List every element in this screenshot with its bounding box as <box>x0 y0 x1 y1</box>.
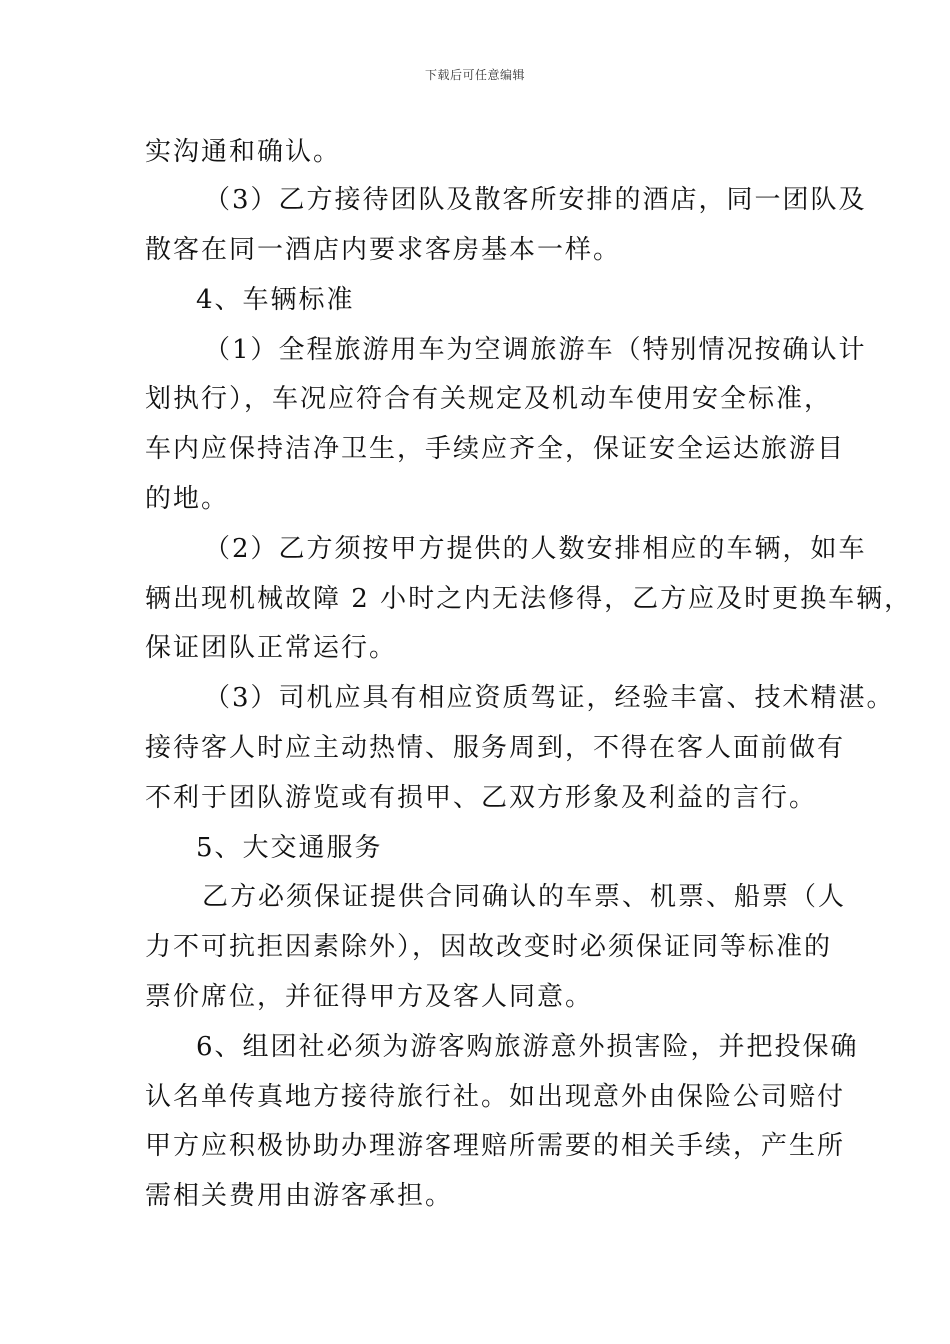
text-line: 散客在同一酒店内要求客房基本一样。 <box>145 235 622 265</box>
text-line: 力不可抗拒因素除外），因故改变时必须保证同等标准的 <box>145 932 833 962</box>
text-line: 保证团队正常运行。 <box>145 633 398 663</box>
text-line: 认名单传真地方接待旅行社。如出现意外由保险公司赔付 <box>145 1082 846 1112</box>
section-heading: 5、大交通服务 <box>196 833 383 863</box>
page-header: 下载后可任意编辑 <box>424 68 525 82</box>
text-line: 实沟通和确认。 <box>145 137 342 167</box>
text-line: （3）乙方接待团队及散客所安排的酒店，同一团队及 <box>204 185 867 215</box>
text-line: 不利于团队游览或有损甲、乙双方形象及利益的言行。 <box>145 783 818 813</box>
text-line: 划执行），车况应符合有关规定及机动车使用安全标准， <box>145 384 833 414</box>
text-line: 接待客人时应主动热情、服务周到，不得在客人面前做有 <box>145 733 846 763</box>
text-line: （3）司机应具有相应资质驾证，经验丰富、技术精湛。 <box>204 683 895 713</box>
section-heading: 4、车辆标准 <box>196 285 355 315</box>
text-line: 的地。 <box>145 484 230 514</box>
text-line: 需相关费用由游客承担。 <box>145 1181 454 1211</box>
text-line: 乙方必须保证提供合同确认的车票、机票、船票（人 <box>202 882 847 912</box>
text-line: 甲方应积极协助办理游客理赔所需要的相关手续，产生所 <box>145 1131 846 1161</box>
text-line: 6、组团社必须为游客购旅游意外损害险，并把投保确 <box>196 1032 859 1062</box>
text-line: 车内应保持洁净卫生，手续应齐全，保证安全运达旅游目 <box>145 434 846 464</box>
text-line: （2）乙方须按甲方提供的人数安排相应的车辆，如车 <box>204 534 867 564</box>
text-line: （1）全程旅游用车为空调旅游车（特别情况按确认计 <box>204 335 867 365</box>
text-line: 辆出现机械故障 2 小时之内无法修得，乙方应及时更换车辆， <box>145 584 913 614</box>
text-line: 票价席位，并征得甲方及客人同意。 <box>145 982 594 1012</box>
